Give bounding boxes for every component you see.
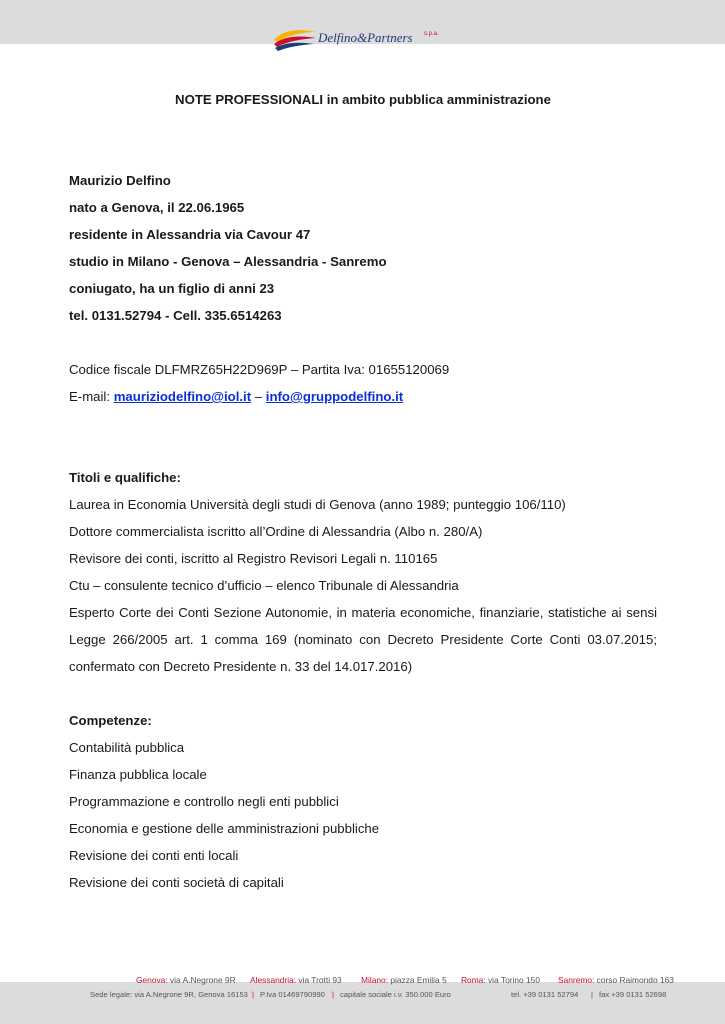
spacer xyxy=(69,680,657,707)
office-address: via A.Negrone 9R xyxy=(167,975,236,985)
email-label: E-mail: xyxy=(69,389,114,404)
email-link-info[interactable]: info@gruppodelfino.it xyxy=(265,389,404,404)
logo-text: Delfino&Partners xyxy=(318,30,413,45)
office-roma xyxy=(461,975,540,985)
office-city: Roma: xyxy=(461,975,486,985)
spacer xyxy=(69,410,657,464)
logo-suffix: s.p.a. xyxy=(424,31,439,37)
titoli-item: Revisore dei conti, iscritto al Registro Revisori Legali n. 110165 xyxy=(69,551,438,566)
vat-number: P.Iva 01469790990 xyxy=(260,990,325,999)
competenze-item: Economia e gestione delle amministrazioni pubbliche xyxy=(69,821,380,836)
competenze-item: Finanza pubblica locale xyxy=(69,767,207,782)
competenze-item: Revisione dei conti enti locali xyxy=(69,848,239,863)
legal-address: Sede legale: via A.Negrone 9R, Genova 16153 xyxy=(90,990,248,999)
company-logo xyxy=(272,26,452,54)
titoli-item: Laurea in Economia Università degli studi di Genova (anno 1989; punteggio 106/110) xyxy=(69,497,566,512)
email-separator: – xyxy=(251,389,266,404)
document-body xyxy=(69,86,657,896)
document-title: NOTE PROFESSIONALI in ambito pubblica amministrazione xyxy=(175,92,551,107)
email-link-personal[interactable]: mauriziodelfino@iol.it xyxy=(113,389,252,404)
residence-info: residente in Alessandria via Cavour 47 xyxy=(69,227,311,242)
office-city: Sanremo: xyxy=(558,975,595,985)
logo-swoosh-icon xyxy=(272,26,318,54)
office-city: Genova: xyxy=(136,975,168,985)
fiscal-line: Codice fiscale DLFMRZ65H22D969P – Partita Iva: 01655120069 xyxy=(69,362,450,377)
office-address: piazza Emilia 5 xyxy=(388,975,447,985)
titoli-heading: Titoli e qualifiche: xyxy=(69,470,181,485)
spacer xyxy=(69,329,657,356)
office-sanremo xyxy=(558,975,674,985)
studio-info: studio in Milano - Genova – Alessandria - Sanremo xyxy=(69,254,387,269)
birth-info: nato a Genova, il 22.06.1965 xyxy=(69,200,245,215)
person-name: Maurizio Delfino xyxy=(69,173,171,188)
titoli-item: Dottore commercialista iscritto all’Ordine di Alessandria (Albo n. 280/A) xyxy=(69,524,483,539)
office-city: Alessandria: xyxy=(250,975,297,985)
titoli-item: Ctu – consulente tecnico d’ufficio – elenco Tribunale di Alessandria xyxy=(69,578,459,593)
office-genova xyxy=(136,975,236,985)
family-info: coniugato, ha un figlio di anni 23 xyxy=(69,281,275,296)
titoli-item: Esperto Corte dei Conti Sezione Autonomie, in materia economiche, finanziarie, statistiche ai sensi Legge 266/2005 art. 1 comma 169 (nominato con Decreto Presidente Corte Conti 03.07.2015; confermato con Decreto Presidente n. 33 del 14.017.2016) xyxy=(69,605,657,674)
office-city: Milano: xyxy=(361,975,388,985)
footer-legal xyxy=(0,990,725,1002)
office-address: via Trotti 93 xyxy=(296,975,342,985)
footer-offices xyxy=(0,975,725,989)
email-line xyxy=(69,383,657,410)
footer-separator: | xyxy=(591,990,593,999)
spacer xyxy=(69,140,657,167)
office-address: corso Raimondo 163 xyxy=(594,975,674,985)
office-milano xyxy=(361,975,447,985)
footer-separator: | xyxy=(252,990,254,999)
office-address: via Torino 150 xyxy=(485,975,540,985)
competenze-item: Contabilità pubblica xyxy=(69,740,185,755)
competenze-item: Revisione dei conti società di capitali xyxy=(69,875,284,890)
footer-fax: fax +39 0131 52698 xyxy=(599,990,667,999)
office-alessandria xyxy=(250,975,342,985)
footer-separator: | xyxy=(332,990,334,999)
phone-info: tel. 0131.52794 - Cell. 335.6514263 xyxy=(69,308,282,323)
competenze-heading: Competenze: xyxy=(69,713,152,728)
share-capital: capitale sociale i.v. 350.000 Euro xyxy=(340,990,451,999)
footer-phone: tel. +39 0131 52794 xyxy=(511,990,579,999)
competenze-item: Programmazione e controllo negli enti pubblici xyxy=(69,794,339,809)
